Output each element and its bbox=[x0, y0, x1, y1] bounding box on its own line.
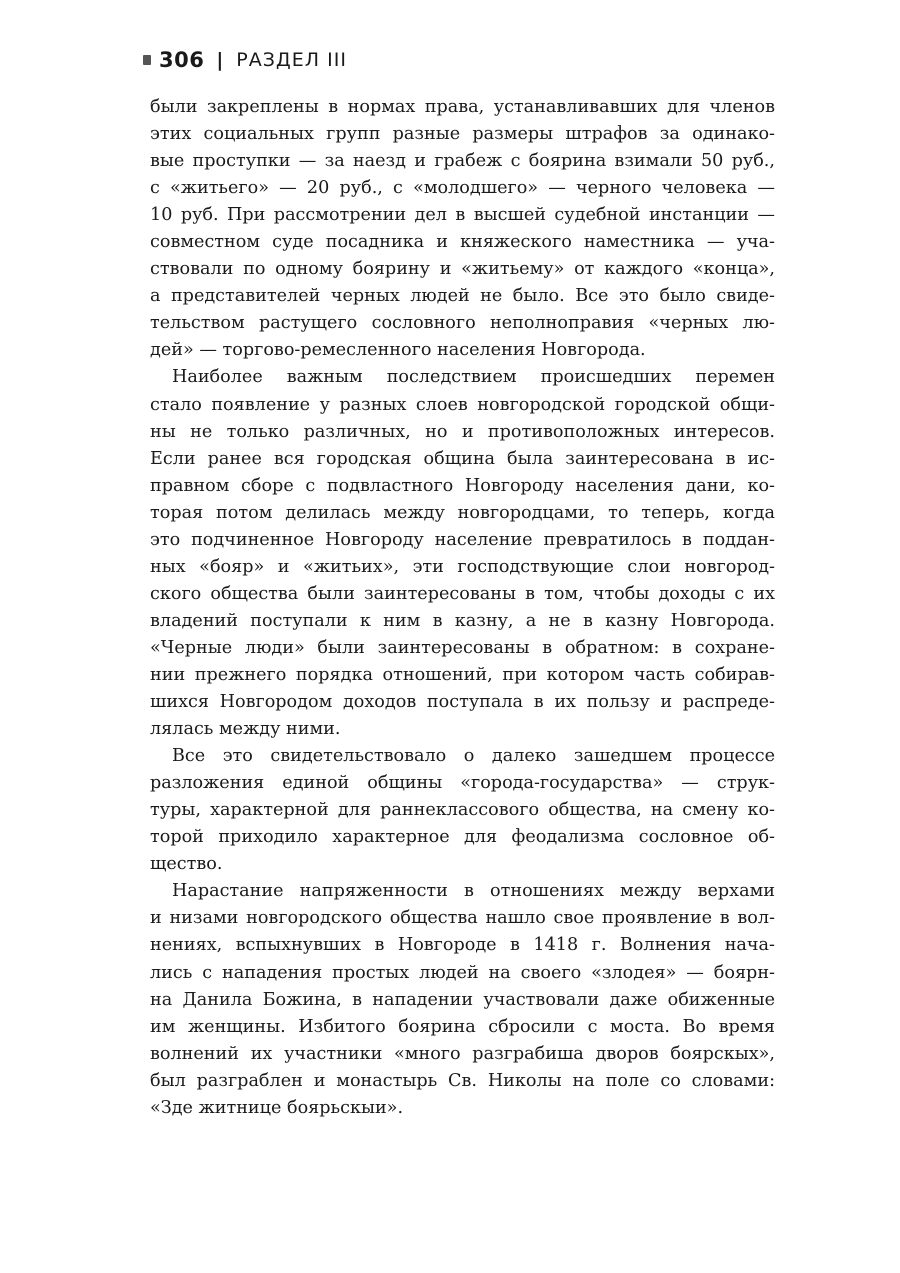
text-line: лись с нападения простых людей на своего «злодея» — боярн- bbox=[150, 962, 775, 983]
header-separator: | bbox=[216, 49, 225, 71]
text-line: «Зде житнице боярьскыи». bbox=[150, 1097, 404, 1118]
running-header bbox=[143, 47, 347, 73]
text-line: Наиболее важным последствием происшедших перемен bbox=[172, 367, 775, 388]
paragraph bbox=[150, 743, 775, 878]
text-line: волнений их участники «много разграбиша дворов боярскых», bbox=[150, 1043, 775, 1064]
text-line: ствовали по одному боярину и «житьему» от каждого «конца», bbox=[150, 259, 775, 280]
text-line: дей» — торгово-ремесленного населения Новгорода. bbox=[150, 340, 646, 361]
text-line: ных «бояр» и «житьих», эти господствующие слои новгород- bbox=[150, 556, 775, 577]
text-line: а представителей черных людей не было. Все это было свиде- bbox=[150, 286, 775, 307]
text-line: это подчиненное Новгороду население превратилось в поддан- bbox=[150, 529, 775, 550]
body-text bbox=[150, 94, 775, 1122]
text-line: Если ранее вся городская община была заинтересована в ис- bbox=[150, 448, 775, 469]
text-line: вые проступки — за наезд и грабеж с боярина взимали 50 руб., bbox=[150, 151, 775, 172]
paragraph bbox=[150, 878, 775, 1121]
text-line: нениях, вспыхнувших в Новгороде в 1418 г. Волнения нача- bbox=[150, 935, 775, 956]
text-line: был разграблен и монастырь Св. Николы на поле со словами: bbox=[150, 1070, 775, 1091]
text-line: разложения единой общины «города-государства» — струк- bbox=[150, 773, 775, 794]
text-line: щество. bbox=[150, 854, 223, 875]
text-line: лялась между ними. bbox=[150, 719, 341, 740]
page-number: 306 bbox=[159, 48, 205, 72]
text-line: торая потом делилась между новгородцами, то теперь, когда bbox=[150, 502, 775, 523]
text-line: Все это свидетельствовало о далеко зашедшем процессе bbox=[172, 746, 775, 767]
text-line: были закреплены в нормах права, устанавливавших для членов bbox=[150, 97, 775, 117]
text-line: шихся Новгородом доходов поступала в их пользу и распреде- bbox=[150, 692, 775, 713]
text-line: 10 руб. При рассмотрении дел в высшей судебной инстанции — bbox=[150, 205, 775, 226]
text-line: нии прежнего порядка отношений, при котором часть собирав- bbox=[150, 664, 775, 685]
text-line: ского общества были заинтересованы в том, чтобы доходы с их bbox=[150, 583, 775, 604]
text-line: туры, характерной для раннеклассового общества, на смену ко- bbox=[150, 800, 775, 821]
text-line: торой приходило характерное для феодализма сословное об- bbox=[150, 827, 775, 848]
text-line: на Данила Божина, в нападении участвовали даже обиженные bbox=[150, 989, 775, 1010]
text-line: совместном суде посадника и княжеского наместника — уча- bbox=[150, 232, 775, 253]
paragraph bbox=[150, 94, 775, 364]
paragraph bbox=[150, 364, 775, 743]
text-line: владений поступали к ним в казну, а не в казну Новгорода. bbox=[150, 610, 775, 631]
page-marker-icon bbox=[143, 55, 151, 65]
text-line: тельством растущего сословного неполноправия «черных лю- bbox=[150, 313, 775, 334]
text-line: и низами новгородского общества нашло свое проявление в вол- bbox=[150, 908, 775, 929]
text-line: «Черные люди» были заинтересованы в обратном: в сохране- bbox=[150, 637, 775, 658]
text-line: стало появление у разных слоев новгородской городской общи- bbox=[150, 394, 775, 415]
text-line: им женщины. Избитого боярина сбросили с моста. Во время bbox=[150, 1016, 775, 1037]
text-line: Нарастание напряженности в отношениях между верхами bbox=[172, 881, 775, 902]
text-line: правном сборе с подвластного Новгороду населения дани, ко- bbox=[150, 475, 775, 496]
section-title: РАЗДЕЛ III bbox=[236, 49, 347, 71]
text-line: ны не только различных, но и противоположных интересов. bbox=[150, 421, 775, 442]
text-line: с «житьего» — 20 руб., с «молодшего» — черного человека — bbox=[150, 178, 775, 199]
text-line: этих социальных групп разные размеры штрафов за одинако- bbox=[150, 124, 775, 145]
